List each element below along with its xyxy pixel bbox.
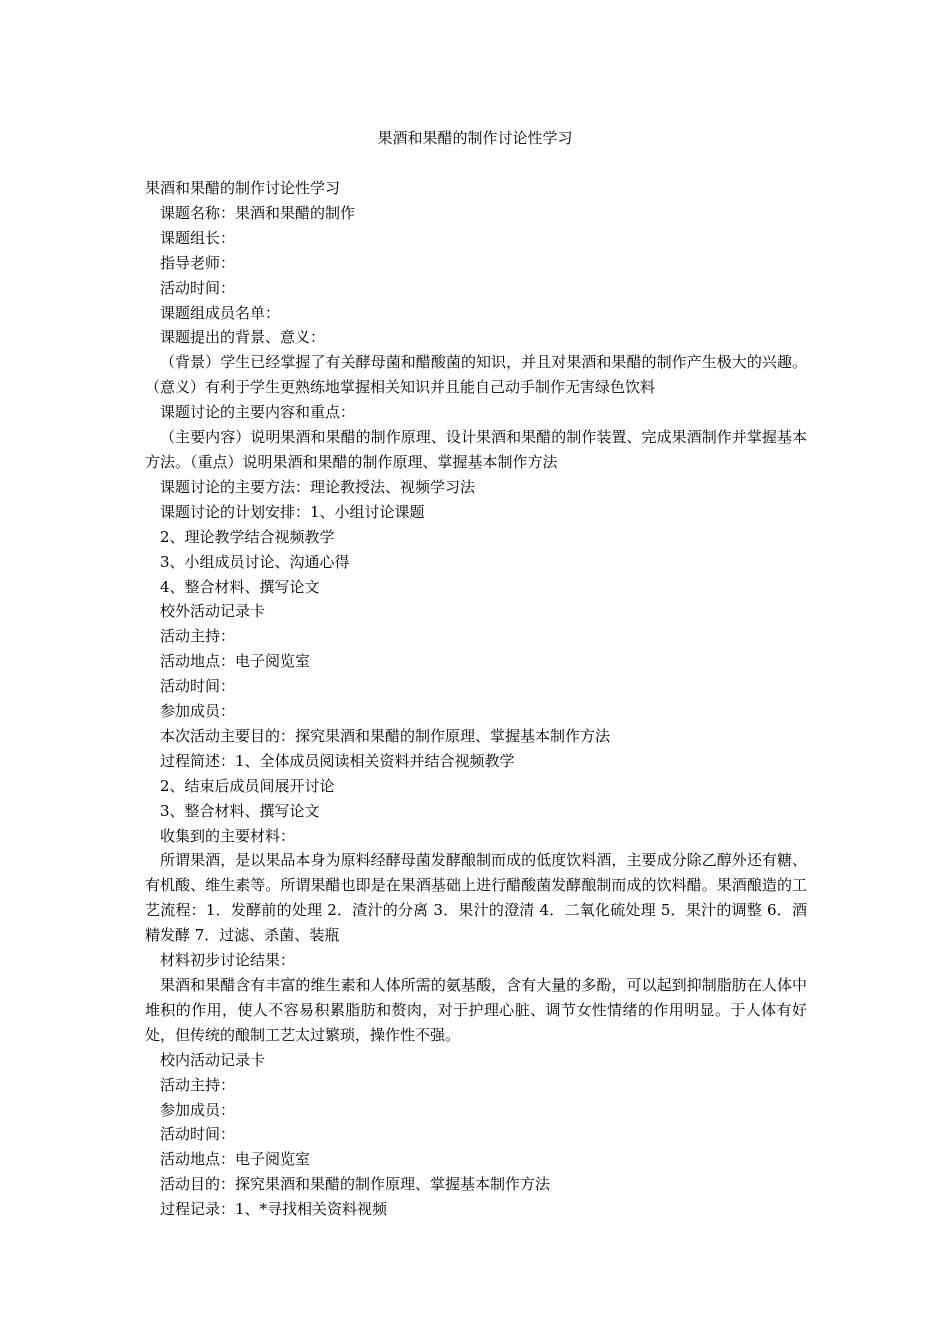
text-line: 活动时间： xyxy=(160,677,236,696)
paragraph: （主要内容）说明果酒和果醋的制作原理、设计果酒和果醋的制作装置、完成果酒制作并掌握基本方法。（重点）说明果酒和果醋的制作原理、掌握基本制作方法 xyxy=(145,428,807,471)
text-line: 课题提出的背景、意义： xyxy=(160,328,326,347)
text-line: 材料初步讨论结果： xyxy=(160,951,296,970)
text-line: 课题讨论的主要内容和重点： xyxy=(160,403,356,422)
text-line: 活动地点：电子阅览室 xyxy=(160,652,311,671)
text-line: 课题组长： xyxy=(160,228,236,247)
text-line: 过程简述：1、全体成员阅读相关资料并结合视频教学 xyxy=(160,751,515,770)
text-line: 活动主持： xyxy=(160,1075,236,1094)
paragraph: 果酒和果醋含有丰富的维生素和人体所需的氨基酸，含有大量的多酚，可以起到抑制脂肪在人体中堆积的作用，使人不容易积累脂肪和赘肉，对于护理心脏、调节女性情绪的作用明显。于人体有好处，但传统的酿制工艺太过繁琐，操作性不强。 xyxy=(145,976,807,1044)
text-line: 课题讨论的主要方法：理论教授法、视频学习法 xyxy=(160,477,476,496)
document-body xyxy=(145,176,807,1222)
text-line: 果酒和果醋的制作讨论性学习 xyxy=(145,179,341,197)
text-line: 校外活动记录卡 xyxy=(160,602,266,621)
text-line: 课题组成员名单： xyxy=(160,303,281,322)
text-line: 校内活动记录卡 xyxy=(160,1050,266,1069)
paragraph: （背景）学生已经掌握了有关酵母菌和醋酸菌的知识，并且对果酒和果醋的制作产生极大的兴趣。（意义）有利于学生更熟练地掌握相关知识并且能自己动手制作无害绿色饮料 xyxy=(145,353,807,397)
text-line: 活动目的：探究果酒和果醋的制作原理、掌握基本制作方法 xyxy=(160,1175,551,1194)
text-line: 3、整合材料、撰写论文 xyxy=(160,801,320,820)
text-line: 收集到的主要材料： xyxy=(160,826,296,845)
text-line: 参加成员： xyxy=(160,1100,236,1119)
text-line: 活动时间： xyxy=(160,278,236,297)
text-line: 活动主持： xyxy=(160,627,236,646)
text-line: 课题讨论的计划安排：1、小组讨论课题 xyxy=(160,502,425,521)
text-line: 参加成员： xyxy=(160,702,236,721)
text-line: 过程记录：1、*寻找相关资料视频 xyxy=(160,1200,388,1219)
text-line: 3、小组成员讨论、沟通心得 xyxy=(160,552,350,571)
text-line: 本次活动主要目的：探究果酒和果醋的制作原理、掌握基本制作方法 xyxy=(160,726,611,745)
text-line: 4、整合材料、撰写论文 xyxy=(160,577,320,596)
text-line: 2、结束后成员间展开讨论 xyxy=(160,776,335,795)
text-line: 2、理论教学结合视频教学 xyxy=(160,527,335,546)
page-title: 果酒和果醋的制作讨论性学习 xyxy=(377,129,573,147)
text-line: 课题名称：果酒和果醋的制作 xyxy=(160,203,356,222)
text-line: 活动地点：电子阅览室 xyxy=(160,1150,311,1169)
paragraph: 所谓果酒，是以果品本身为原料经酵母菌发酵酿制而成的低度饮料酒，主要成分除乙醇外还有糖、有机酸、维生素等。所谓果醋也即是在果酒基础上进行醋酸菌发酵酿制而成的饮料醋。果酒酿造的工艺流程：1．发酵前的处理 2．渣汁的分离 3．果汁的澄清 4．二氧化硫处理 5．果汁的调整 6．酒精发酵 7．过滤、杀菌、装瓶 xyxy=(145,851,807,945)
text-line: 活动时间： xyxy=(160,1125,236,1144)
text-line: 指导老师： xyxy=(160,253,236,272)
